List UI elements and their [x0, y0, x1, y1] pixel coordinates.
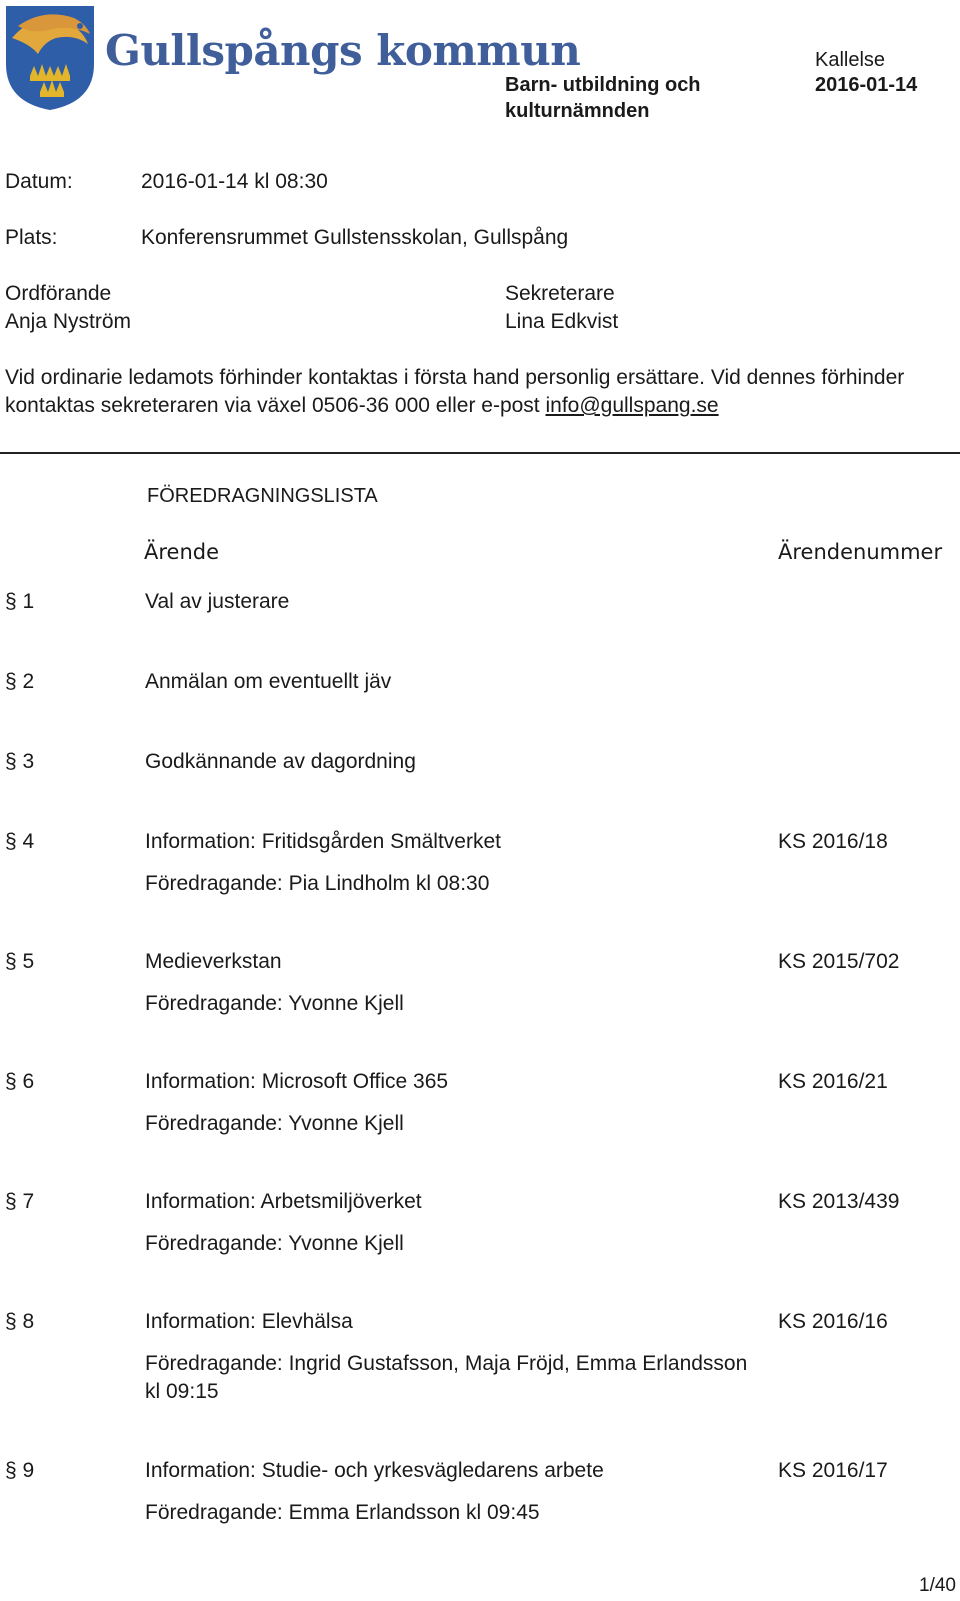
item-title: Information: Microsoft Office 365	[145, 1070, 449, 1093]
case-number: KS 2016/16	[778, 1310, 888, 1333]
notice-text-line1: Vid ordinarie ledamots förhinder kontaktas i första hand personlig ersättare. Vid dennes förhinder	[5, 366, 905, 389]
item-title: Medieverkstan	[145, 950, 282, 973]
sekreterare-label: Sekreterare	[505, 282, 615, 305]
paragraph-number: § 2	[5, 670, 35, 693]
item-title: Godkännande av dagordning	[145, 750, 416, 773]
presenter: Föredragande: Pia Lindholm kl 08:30	[145, 872, 490, 895]
case-number: KS 2016/18	[778, 830, 888, 853]
document-type: Kallelse	[815, 49, 886, 71]
case-number: KS 2016/21	[778, 1070, 888, 1093]
presenter: Föredragande: Emma Erlandsson kl 09:45	[145, 1501, 540, 1524]
paragraph-number: § 6	[5, 1070, 35, 1093]
committee-name-line2: kulturnämnden	[505, 100, 650, 122]
paragraph-number: § 4	[5, 830, 35, 853]
committee-name-line1: Barn- utbildning och	[505, 74, 701, 96]
ordforande-label: Ordförande	[5, 282, 112, 305]
case-number: KS 2015/702	[778, 950, 900, 973]
case-number: KS 2013/439	[778, 1190, 900, 1213]
page-number: 1/40	[919, 1575, 956, 1596]
column-header-arende: Ärende	[144, 540, 220, 564]
presenter: Föredragande: Yvonne Kjell	[145, 1112, 404, 1135]
datum-value: 2016-01-14 kl 08:30	[141, 170, 328, 193]
item-title: Information: Arbetsmiljöverket	[145, 1190, 422, 1213]
case-number: KS 2016/17	[778, 1459, 888, 1482]
ordforande-name: Anja Nyström	[5, 310, 132, 333]
column-header-arendenummer: Ärendenummer	[778, 540, 943, 564]
plats-value: Konferensrummet Gullstensskolan, Gullspång	[141, 226, 569, 249]
paragraph-number: § 3	[5, 750, 35, 773]
paragraph-number: § 1	[5, 590, 35, 613]
municipality-coat-of-arms-icon	[4, 4, 96, 112]
item-title: Information: Studie- och yrkesvägledarens arbete	[145, 1459, 604, 1482]
presenter: Föredragande: Yvonne Kjell	[145, 992, 404, 1015]
plats-label: Plats:	[5, 226, 58, 249]
item-title: Information: Elevhälsa	[145, 1310, 353, 1333]
datum-label: Datum:	[5, 170, 73, 193]
notice-text-line2	[5, 394, 719, 418]
presenter: Föredragande: Ingrid Gustafsson, Maja Fröjd, Emma Erlandsson kl 09:15	[145, 1352, 748, 1403]
agenda-heading: FÖREDRAGNINGSLISTA	[147, 485, 378, 507]
paragraph-number: § 5	[5, 950, 35, 973]
notice-text-prefix: kontaktas sekreteraren via växel 0506-36 000 eller e-post	[5, 394, 546, 417]
item-title: Anmälan om eventuellt jäv	[145, 670, 392, 693]
item-title: Val av justerare	[145, 590, 290, 613]
paragraph-number: § 7	[5, 1190, 35, 1213]
item-title: Information: Fritidsgården Smältverket	[145, 830, 501, 853]
divider	[0, 452, 960, 454]
document-date: 2016-01-14	[815, 74, 918, 96]
sekreterare-name: Lina Edkvist	[505, 310, 619, 333]
paragraph-number: § 8	[5, 1310, 35, 1333]
email-link[interactable]: info@gullspang.se	[545, 394, 719, 417]
paragraph-number: § 9	[5, 1459, 35, 1482]
logo-wordmark: Gullspångs kommun	[105, 26, 581, 75]
presenter: Föredragande: Yvonne Kjell	[145, 1232, 404, 1255]
